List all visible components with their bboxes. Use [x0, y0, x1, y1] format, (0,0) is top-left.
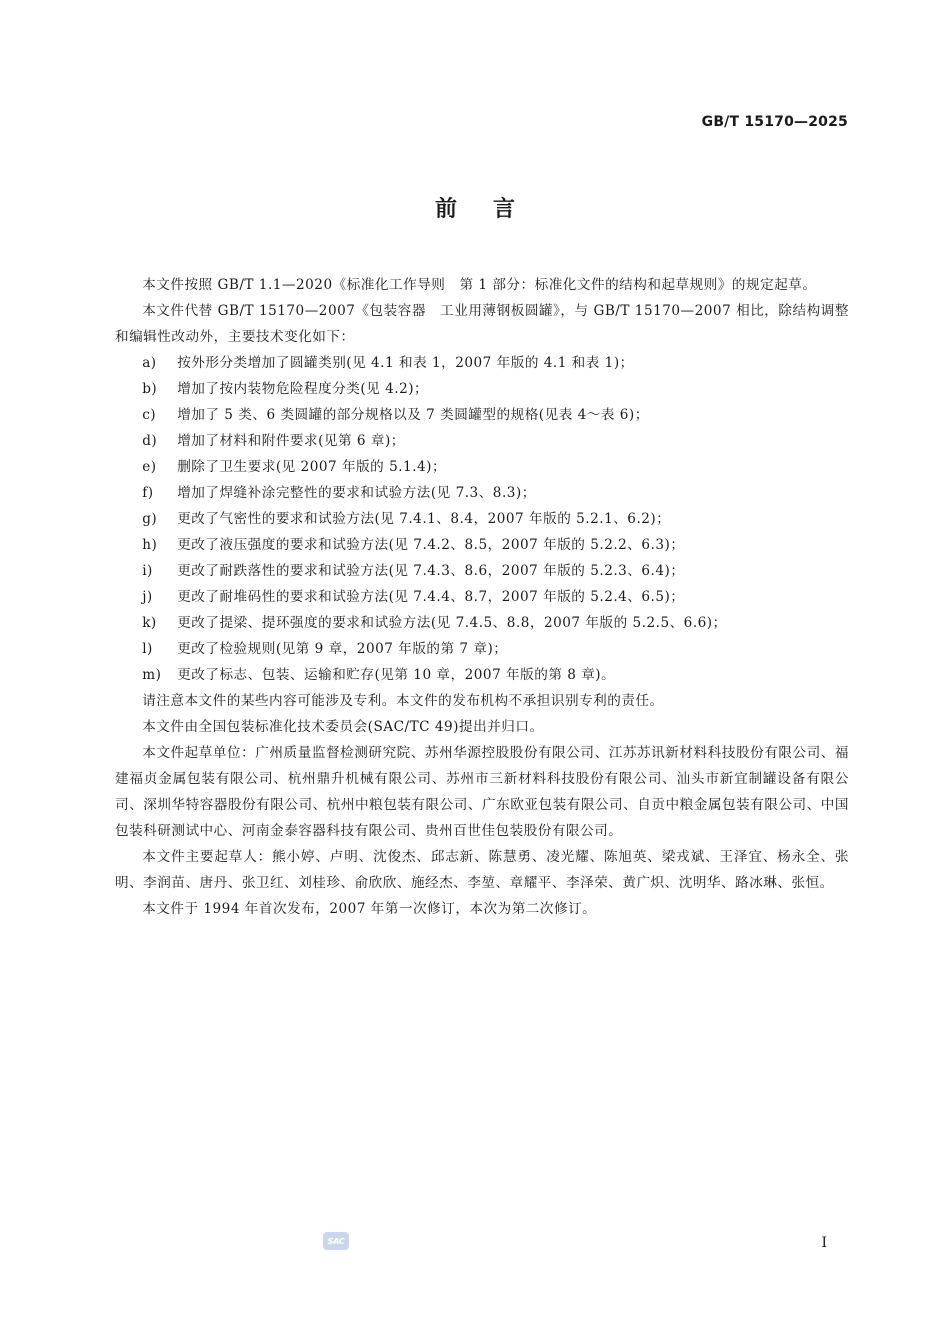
list-item: [115, 376, 849, 402]
sac-logo: SAC: [323, 1232, 349, 1250]
list-marker: a): [142, 355, 157, 371]
list-marker: c): [142, 407, 157, 423]
document-body: [115, 272, 849, 922]
list-item: [115, 558, 849, 584]
list-item-text: 增加了材料和附件要求(见第 6 章)；: [177, 433, 405, 449]
list-item: [115, 506, 849, 532]
paragraph-drafters: 本文件主要起草人：熊小婷、卢明、沈俊杰、邱志新、陈慧勇、凌光耀、陈旭英、梁戎斌、王泽宜、杨永全、张明、李润苗、唐丹、张卫红、刘桂珍、俞欣欣、施经杰、李堃、章耀平、李泽荣、黄广炽、沈明华、路冰琳、张恒。: [115, 849, 849, 891]
standard-number: GB/T 15170—2025: [701, 114, 848, 130]
list-marker: e): [142, 459, 157, 475]
paragraph-proposer: 本文件由全国包装标准化技术委员会(SAC/TC 49)提出并归口。: [142, 719, 544, 735]
list-item-text: 增加了按内装物危险程度分类(见 4.2)；: [177, 381, 429, 397]
list-item: [115, 584, 849, 610]
list-item-text: 按外形分类增加了圆罐类别(见 4.1 和表 1，2007 年版的 4.1 和表 1)；: [177, 355, 634, 371]
list-marker: k): [142, 615, 157, 631]
list-item-text: 更改了耐堆码性的要求和试验方法(见 7.4.4、8.7，2007 年版的 5.2.4、6.5)；: [177, 589, 685, 605]
paragraph-history: 本文件于 1994 年首次发布，2007 年第一次修订，本次为第二次修订。: [142, 901, 597, 917]
paragraph-replacement: 本文件代替 GB/T 15170—2007《包装容器 工业用薄钢板圆罐》，与 GB/T 15170—2007 相比，除结构调整和编辑性改动外，主要技术变化如下：: [115, 303, 849, 345]
list-item-text: 更改了检验规则(见第 9 章，2007 年版的第 7 章)；: [177, 641, 508, 657]
list-item-text: 更改了提梁、提环强度的要求和试验方法(见 7.4.5、8.8，2007 年版的 5.2.5、6.6)；: [177, 615, 727, 631]
list-item-text: 更改了气密性的要求和试验方法(见 7.4.1、8.4，2007 年版的 5.2.1、6.2)；: [177, 511, 671, 527]
list-item-text: 更改了耐跌落性的要求和试验方法(见 7.4.3、8.6，2007 年版的 5.2.3、6.4)；: [177, 563, 685, 579]
list-marker: h): [142, 537, 158, 553]
list-item-text: 增加了 5 类、6 类圆罐的部分规格以及 7 类圆罐型的规格(见表 4～表 6)；: [177, 407, 649, 423]
list-item: [115, 350, 849, 376]
list-item-text: 更改了液压强度的要求和试验方法(见 7.4.2、8.5，2007 年版的 5.2.2、6.3)；: [177, 537, 685, 553]
list-marker: j): [142, 589, 153, 605]
list-item: [115, 636, 849, 662]
list-item: [115, 532, 849, 558]
paragraph-drafting-rules: 本文件按照 GB/T 1.1—2020《标准化工作导则 第 1 部分：标准化文件的结构和起草规则》的规定起草。: [142, 277, 817, 293]
list-item: [115, 428, 849, 454]
list-marker: g): [142, 511, 158, 527]
list-marker: l): [142, 641, 153, 657]
list-item: [115, 402, 849, 428]
list-item-text: 增加了焊缝补涂完整性的要求和试验方法(见 7.3、8.3)；: [177, 485, 536, 501]
list-item: [115, 454, 849, 480]
technical-changes-list: [115, 350, 849, 688]
list-item: [115, 662, 849, 688]
list-item-text: 更改了标志、包装、运输和贮存(见第 10 章，2007 年版的第 8 章)。: [177, 667, 616, 683]
list-marker: m): [142, 667, 162, 683]
list-item: [115, 480, 849, 506]
page-title: 前言: [434, 197, 551, 222]
list-marker: d): [142, 433, 158, 449]
list-marker: i): [142, 563, 153, 579]
paragraph-drafting-units: 本文件起草单位：广州质量监督检测研究院、苏州华源控股股份有限公司、江苏苏讯新材料科技股份有限公司、福建福贞金属包装有限公司、杭州鼎升机械有限公司、苏州市三新材料科技股份有限公司、汕头市新宜制罐设备有限公司、深圳华特容器股份有限公司、杭州中粮包装有限公司、广东欧亚包装有限公司、自贡中粮金属包装有限公司、中国包装科研测试中心、河南金泰容器科技有限公司、贵州百世佳包装股份有限公司。: [115, 745, 849, 839]
list-item: [115, 610, 849, 636]
page-number: I: [821, 1235, 827, 1251]
paragraph-patent-notice: 请注意本文件的某些内容可能涉及专利。本文件的发布机构不承担识别专利的责任。: [142, 693, 664, 709]
list-item-text: 删除了卫生要求(见 2007 年版的 5.1.4)；: [177, 459, 447, 475]
list-marker: f): [142, 485, 154, 501]
list-marker: b): [142, 381, 158, 397]
